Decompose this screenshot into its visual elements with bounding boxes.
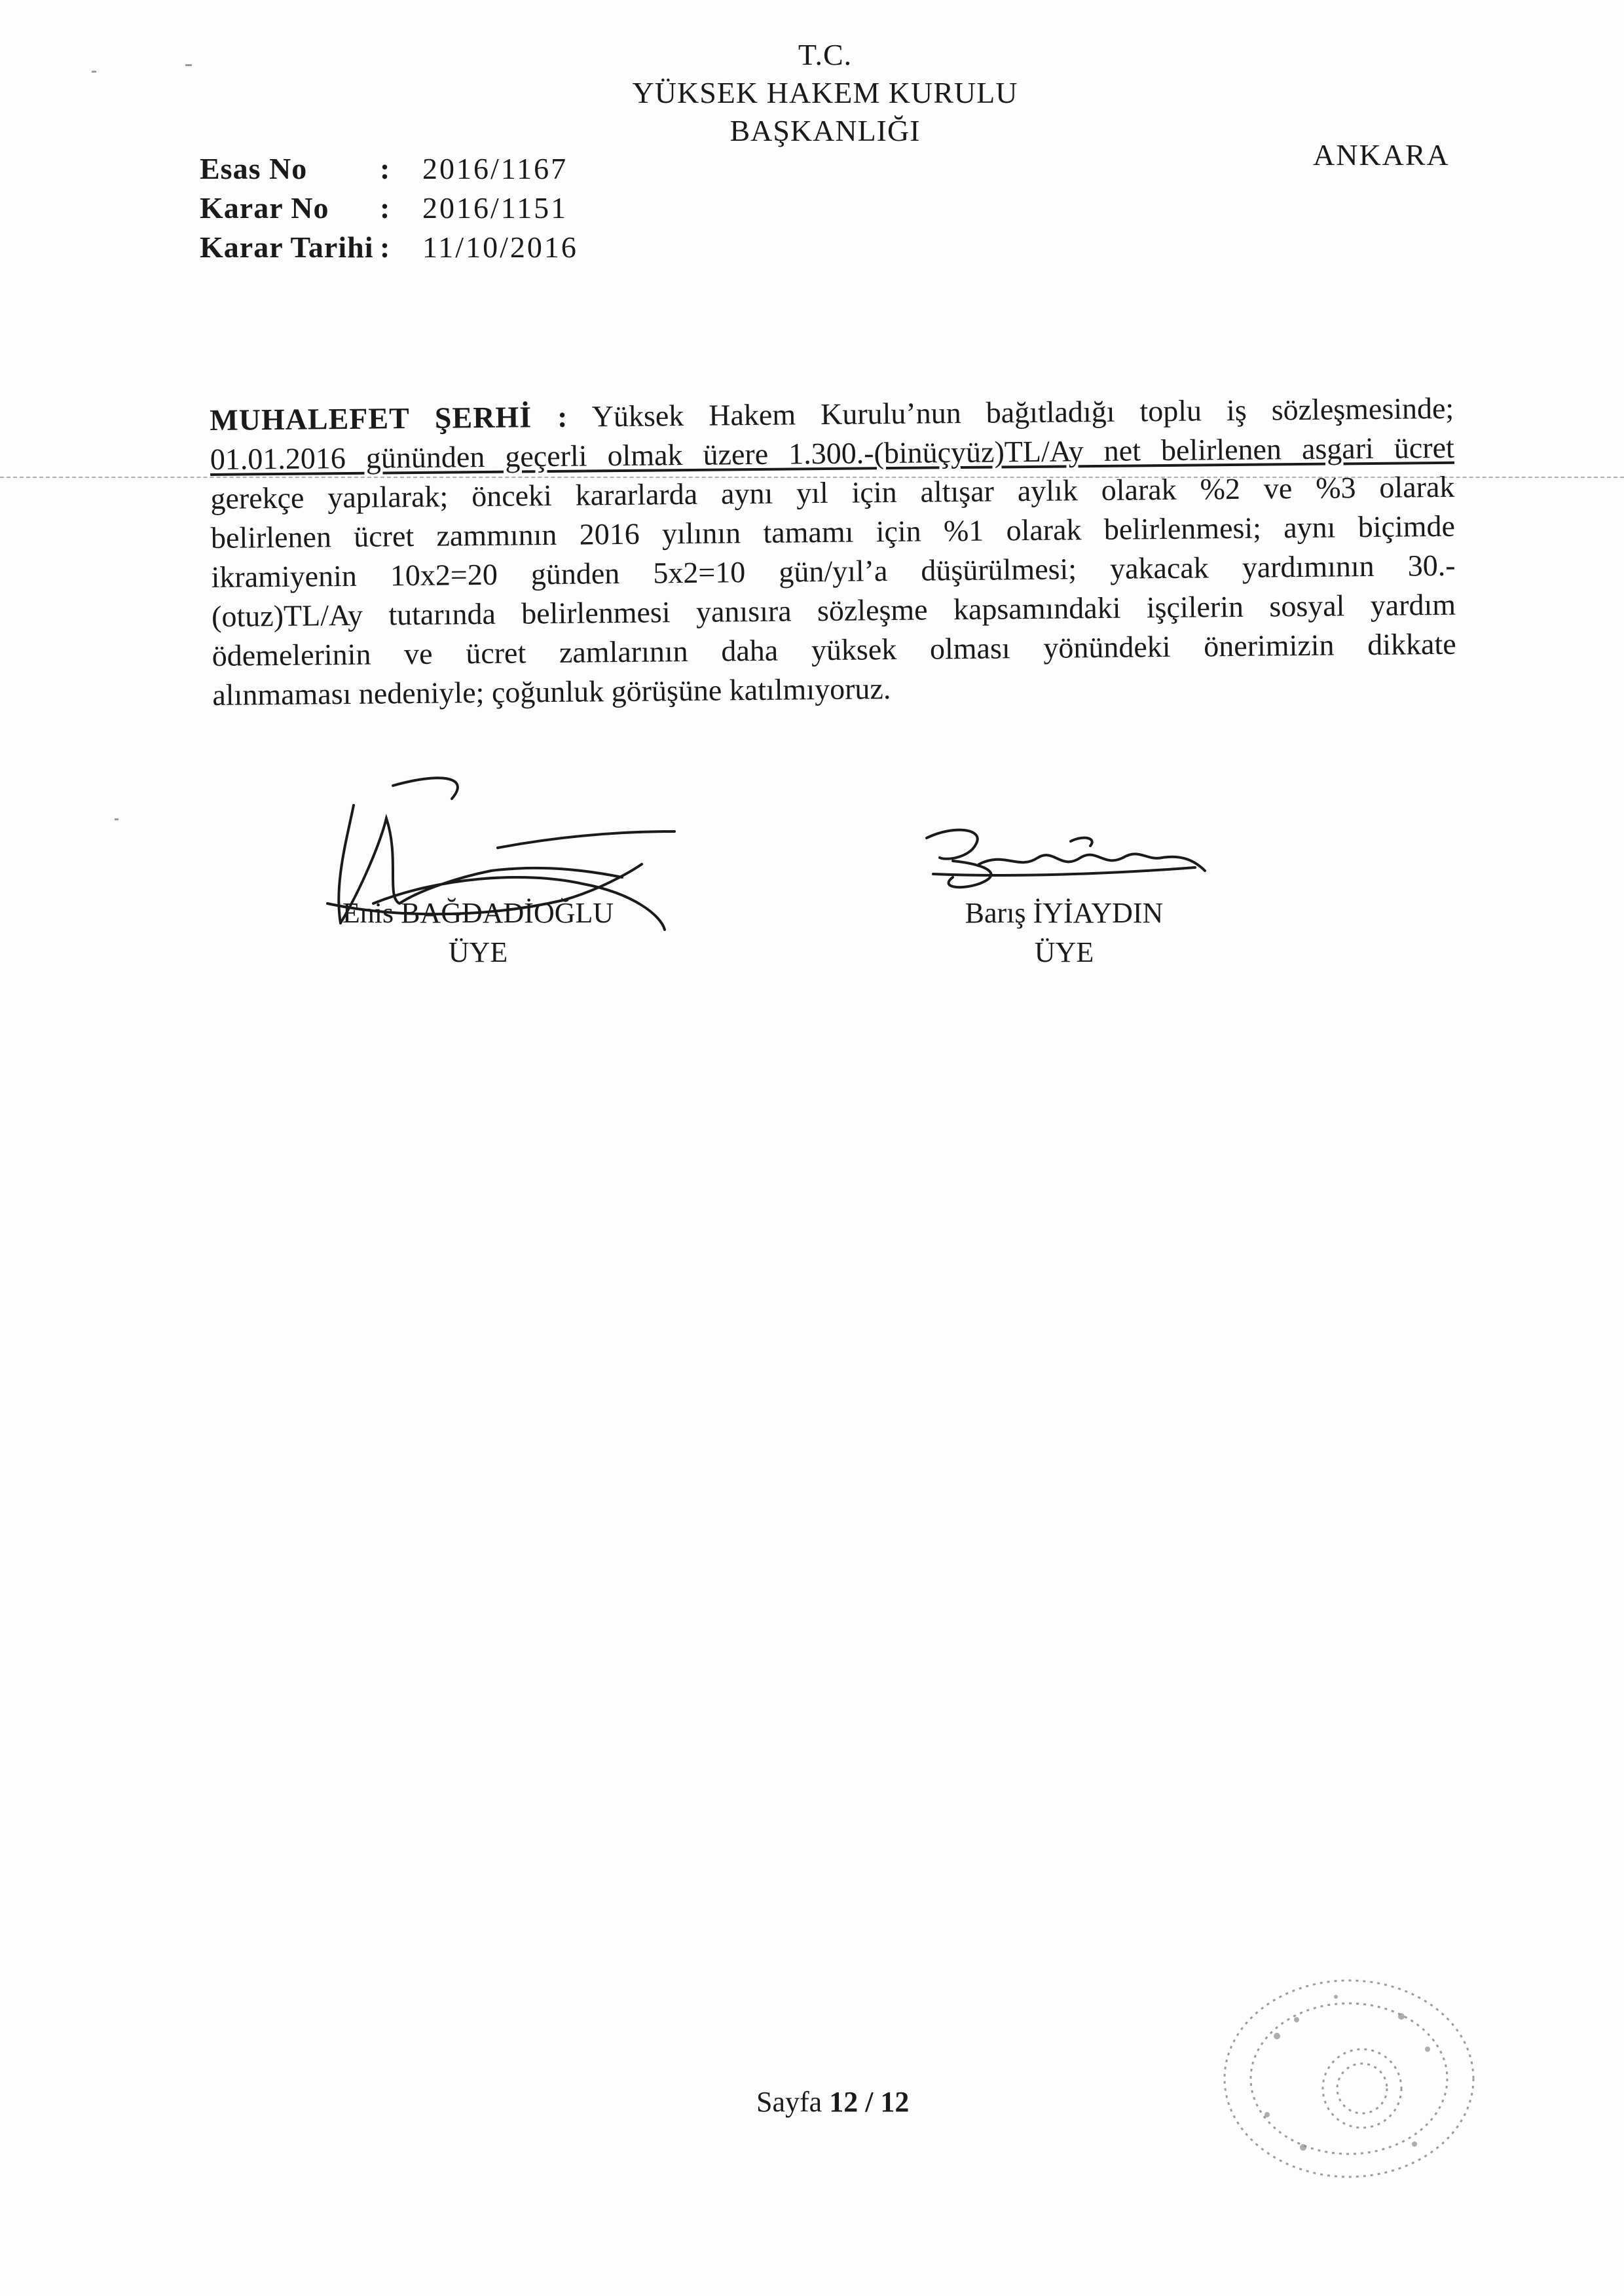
signatory-role: ÜYE bbox=[448, 936, 508, 968]
dissent-text: 01.01.2016 gününden geçerli olmak üzere 1.300.-(binüçyüz)TL/Ay net belirlenen asgari ücret bbox=[210, 430, 1455, 476]
case-info-block bbox=[200, 149, 578, 267]
dissent-line: gerekçe yapılarak; önceki kararlarda aynı yıl için altışar aylık olarak %2 ve %3 olarak bbox=[210, 469, 1455, 515]
case-colon: : bbox=[380, 191, 390, 225]
page-current: 12 bbox=[829, 2086, 858, 2118]
dissent-line: alınmaması nedeniyle; çoğunluk görüşüne katılmıyoruz. bbox=[212, 672, 891, 712]
case-value: 2016/1167 bbox=[422, 152, 568, 185]
case-label: Karar No bbox=[200, 191, 329, 225]
signature-scribble-right bbox=[913, 812, 1228, 903]
official-seal-stamp bbox=[1205, 1958, 1493, 2193]
page-prefix: Sayfa bbox=[756, 2086, 822, 2118]
header-line-institution: YÜKSEK HAKEM KURULU bbox=[632, 76, 1018, 109]
signatory-name: Barış İYİAYDIN bbox=[965, 897, 1164, 929]
case-row-karar-tarihi bbox=[200, 228, 578, 267]
dissent-opinion bbox=[210, 389, 1457, 715]
dissent-title: MUHALEFET ŞERHİ : bbox=[210, 399, 568, 437]
city-label: ANKARA bbox=[1313, 138, 1450, 172]
case-row-esas-no bbox=[200, 149, 578, 189]
case-value: 2016/1151 bbox=[422, 191, 568, 225]
page-total: 12 bbox=[880, 2086, 910, 2118]
scan-speck bbox=[115, 818, 119, 820]
dissent-line: belirlenen ücret zammının 2016 yılının tamamı için %1 olarak belirlenmesi; aynı biçimde bbox=[210, 509, 1456, 555]
page-separator: / bbox=[865, 2086, 874, 2118]
signatory-name: Enis BAĞDADİOĞLU bbox=[342, 897, 614, 929]
signature-block-right bbox=[920, 894, 1208, 972]
scan-speck bbox=[92, 71, 96, 73]
dissent-line: ikramiyenin 10x2=20 günden 5x2=10 gün/yıl’a düşürülmesi; yakacak yardımının 30.- bbox=[211, 548, 1456, 594]
dissent-line: (otuz)TL/Ay tutarında belirlenmesi yanısıra sözleşme kapsamındaki işçilerin sosyal yardım bbox=[211, 587, 1456, 633]
header-line-presidency: BAŞKANLIĞI bbox=[729, 114, 921, 147]
case-colon: : bbox=[380, 152, 390, 185]
case-label: Karar Tarihi bbox=[200, 230, 374, 264]
scan-speck bbox=[185, 64, 192, 66]
signature-block-left bbox=[308, 894, 648, 972]
dissent-text: Yüksek Hakem Kurulu’nun bağıtladığı toplu iş sözleşmesinde; bbox=[591, 391, 1454, 433]
case-row-karar-no bbox=[200, 189, 578, 228]
header-line-tc: T.C. bbox=[798, 38, 853, 71]
case-label: Esas No bbox=[200, 152, 308, 185]
page-number bbox=[756, 2085, 909, 2119]
signatory-role: ÜYE bbox=[1034, 936, 1094, 968]
institution-header bbox=[589, 36, 1061, 150]
case-value: 11/10/2016 bbox=[422, 230, 578, 264]
case-colon: : bbox=[380, 230, 390, 264]
dissent-line: ödemelerinin ve ücret zamlarının daha yüksek olması yönündeki önerimizin dikkate bbox=[212, 627, 1456, 672]
